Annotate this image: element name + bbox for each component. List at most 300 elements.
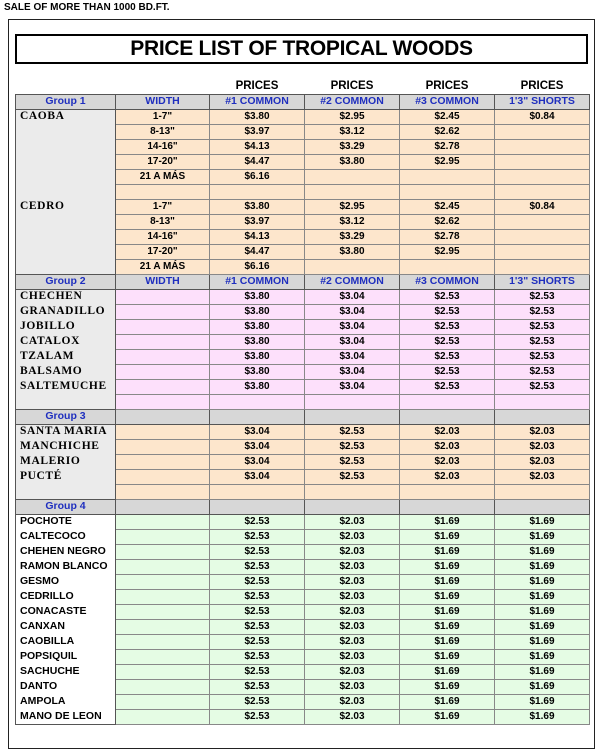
wood-name-cell xyxy=(16,169,116,184)
prices-header-label: PRICES xyxy=(425,80,469,93)
price-cell: $1.69 xyxy=(400,649,495,664)
width-cell xyxy=(116,664,210,679)
price-cell: $3.29 xyxy=(305,139,400,154)
wood-name-cell: TZALAM xyxy=(16,349,116,364)
wood-name-cell xyxy=(16,259,116,274)
table-row xyxy=(16,319,590,334)
price-cell: $3.12 xyxy=(305,124,400,139)
price-cell: $3.04 xyxy=(305,379,400,394)
table-row xyxy=(16,424,590,439)
price-cell: $3.80 xyxy=(305,154,400,169)
price-cell xyxy=(495,259,590,274)
price-cell xyxy=(495,139,590,154)
price-cell: $3.04 xyxy=(305,319,400,334)
price-cell: $4.47 xyxy=(210,154,305,169)
price-cell: $2.53 xyxy=(495,349,590,364)
table-row xyxy=(16,229,590,244)
price-cell: $2.53 xyxy=(210,694,305,709)
wood-name-cell: CANXAN xyxy=(16,619,116,634)
width-cell xyxy=(116,304,210,319)
price-cell: $2.03 xyxy=(305,529,400,544)
width-cell xyxy=(116,529,210,544)
price-cell: $2.03 xyxy=(305,664,400,679)
wood-name-cell: SALTEMUCHE xyxy=(16,379,116,394)
table-row xyxy=(16,244,590,259)
price-cell: $2.53 xyxy=(210,529,305,544)
price-cell: $1.69 xyxy=(400,679,495,694)
width-cell: 1-7" xyxy=(116,109,210,124)
width-cell xyxy=(116,589,210,604)
price-cell: $3.04 xyxy=(305,334,400,349)
wood-name-cell: CEDRO xyxy=(16,199,116,214)
price-cell: $1.69 xyxy=(495,694,590,709)
price-cell: $2.03 xyxy=(400,439,495,454)
column-header: 1'3" SHORTS xyxy=(495,274,590,289)
width-cell xyxy=(116,604,210,619)
price-cell: $2.03 xyxy=(495,439,590,454)
table-row xyxy=(16,469,590,484)
table-row xyxy=(16,709,590,724)
price-cell: $3.80 xyxy=(210,349,305,364)
column-header xyxy=(495,409,590,424)
group-label: Group 2 xyxy=(16,274,116,289)
price-cell: $4.13 xyxy=(210,139,305,154)
price-cell: $2.03 xyxy=(495,469,590,484)
wood-name-cell: POCHOTE xyxy=(16,514,116,529)
price-cell: $2.03 xyxy=(400,424,495,439)
price-cell: $2.53 xyxy=(210,649,305,664)
price-cell: $2.45 xyxy=(400,199,495,214)
wood-name-cell: CATALOX xyxy=(16,334,116,349)
price-cell: $1.69 xyxy=(400,604,495,619)
width-cell xyxy=(116,394,210,409)
price-cell: $3.80 xyxy=(210,334,305,349)
table-row xyxy=(16,364,590,379)
price-cell: $3.04 xyxy=(305,289,400,304)
price-cell xyxy=(305,169,400,184)
price-cell: $2.53 xyxy=(210,514,305,529)
price-cell: $1.69 xyxy=(495,529,590,544)
price-cell: $0.84 xyxy=(495,199,590,214)
price-cell: $2.53 xyxy=(305,424,400,439)
wood-name-cell: CEDRILLO xyxy=(16,589,116,604)
price-cell: $1.69 xyxy=(495,679,590,694)
table-row xyxy=(16,139,590,154)
column-header xyxy=(400,499,495,514)
wood-name-cell xyxy=(16,394,116,409)
wood-name-cell xyxy=(16,244,116,259)
price-cell: $6.16 xyxy=(210,259,305,274)
wood-name-cell: AMPOLA xyxy=(16,694,116,709)
price-cell: $2.53 xyxy=(210,574,305,589)
group-label: Group 1 xyxy=(16,94,116,109)
price-cell: $2.95 xyxy=(400,244,495,259)
price-cell xyxy=(495,484,590,499)
price-cell: $1.69 xyxy=(400,514,495,529)
price-cell: $1.69 xyxy=(400,694,495,709)
width-cell xyxy=(116,289,210,304)
table-row xyxy=(16,589,590,604)
price-cell: $2.53 xyxy=(400,289,495,304)
price-cell: $2.53 xyxy=(400,304,495,319)
price-cell: $2.03 xyxy=(305,604,400,619)
price-cell: $1.69 xyxy=(495,634,590,649)
price-cell: $1.69 xyxy=(495,649,590,664)
table-row xyxy=(16,514,590,529)
price-cell: $3.80 xyxy=(210,199,305,214)
price-cell: $2.03 xyxy=(495,454,590,469)
price-cell: $3.04 xyxy=(210,439,305,454)
table-row xyxy=(16,664,590,679)
wood-name-cell: DANTO xyxy=(16,679,116,694)
table-row xyxy=(16,529,590,544)
wood-name-cell: CAOBILLA xyxy=(16,634,116,649)
table-row xyxy=(16,259,590,274)
price-cell xyxy=(305,184,400,199)
price-cell: $2.53 xyxy=(210,634,305,649)
width-cell: 17-20" xyxy=(116,244,210,259)
group3-header-row xyxy=(16,409,590,424)
price-cell: $2.03 xyxy=(305,544,400,559)
price-cell: $2.53 xyxy=(400,334,495,349)
price-cell xyxy=(210,394,305,409)
wood-name-cell: BALSAMO xyxy=(16,364,116,379)
column-header: #2 COMMON xyxy=(305,94,400,109)
wood-name-cell: CHEHEN NEGRO xyxy=(16,544,116,559)
price-cell xyxy=(495,244,590,259)
price-cell: $1.69 xyxy=(495,574,590,589)
width-cell: 21 A MÁS xyxy=(116,169,210,184)
width-cell xyxy=(116,349,210,364)
price-cell xyxy=(400,484,495,499)
price-cell: $1.69 xyxy=(495,709,590,724)
price-cell: $1.69 xyxy=(400,559,495,574)
width-cell xyxy=(116,649,210,664)
wood-name-cell: GRANADILLO xyxy=(16,304,116,319)
price-cell: $2.03 xyxy=(400,469,495,484)
price-cell: $1.69 xyxy=(400,619,495,634)
price-cell: $1.69 xyxy=(495,664,590,679)
price-cell: $2.53 xyxy=(210,559,305,574)
price-cell: $4.13 xyxy=(210,229,305,244)
width-cell xyxy=(116,379,210,394)
table-row xyxy=(16,184,590,199)
width-cell: 1-7" xyxy=(116,199,210,214)
price-cell: $2.53 xyxy=(210,709,305,724)
wood-name-cell: CONACASTE xyxy=(16,604,116,619)
width-cell xyxy=(116,544,210,559)
bulk-sale-note: SALE OF MORE THAN 1000 BD.FT. xyxy=(4,2,170,13)
group4-header-row xyxy=(16,499,590,514)
width-cell xyxy=(116,454,210,469)
width-cell xyxy=(116,184,210,199)
prices-header-spacer xyxy=(116,80,210,94)
table-row xyxy=(16,544,590,559)
column-header: #3 COMMON xyxy=(400,274,495,289)
price-cell: $3.04 xyxy=(305,364,400,379)
price-cell: $1.69 xyxy=(495,544,590,559)
price-cell xyxy=(495,394,590,409)
price-cell: $2.53 xyxy=(305,469,400,484)
price-cell: $2.03 xyxy=(305,574,400,589)
wood-name-cell xyxy=(16,484,116,499)
price-cell xyxy=(305,259,400,274)
group-label: Group 3 xyxy=(16,409,116,424)
price-cell: $1.69 xyxy=(400,574,495,589)
wood-name-cell xyxy=(16,124,116,139)
price-cell: $1.69 xyxy=(400,529,495,544)
price-cell: $2.03 xyxy=(305,649,400,664)
column-header: WIDTH xyxy=(116,94,210,109)
wood-name-cell: MANCHICHE xyxy=(16,439,116,454)
price-cell: $2.03 xyxy=(305,694,400,709)
wood-name-cell: GESMO xyxy=(16,574,116,589)
price-cell: $3.80 xyxy=(210,319,305,334)
wood-name-cell: CAOBA xyxy=(16,109,116,124)
table-row xyxy=(16,394,590,409)
prices-header-label: PRICES xyxy=(520,80,564,93)
width-cell xyxy=(116,319,210,334)
table-row xyxy=(16,634,590,649)
table-row xyxy=(16,649,590,664)
price-cell: $3.80 xyxy=(210,304,305,319)
price-cell: $2.53 xyxy=(495,334,590,349)
wood-name-cell: MANO DE LEON xyxy=(16,709,116,724)
table-row xyxy=(16,304,590,319)
width-cell: 8-13" xyxy=(116,124,210,139)
wood-name-cell xyxy=(16,184,116,199)
price-table-body xyxy=(16,80,590,724)
column-header xyxy=(210,409,305,424)
price-cell: $2.03 xyxy=(305,589,400,604)
price-cell xyxy=(305,484,400,499)
price-cell xyxy=(495,169,590,184)
prices-header-label: PRICES xyxy=(330,80,374,93)
prices-header-row xyxy=(16,80,590,94)
table-row xyxy=(16,109,590,124)
table-row xyxy=(16,124,590,139)
price-table xyxy=(15,80,590,725)
price-cell: $3.04 xyxy=(210,469,305,484)
price-cell xyxy=(210,184,305,199)
price-cell: $3.04 xyxy=(305,304,400,319)
price-cell: $2.53 xyxy=(210,604,305,619)
price-cell xyxy=(495,184,590,199)
price-cell: $2.53 xyxy=(495,319,590,334)
price-cell: $2.78 xyxy=(400,139,495,154)
wood-name-cell xyxy=(16,229,116,244)
table-row xyxy=(16,439,590,454)
price-cell: $2.03 xyxy=(305,634,400,649)
wood-name-cell: MALERIO xyxy=(16,454,116,469)
price-cell: $2.53 xyxy=(210,619,305,634)
price-cell: $2.53 xyxy=(400,379,495,394)
price-cell: $1.69 xyxy=(495,589,590,604)
price-cell: $3.80 xyxy=(305,244,400,259)
price-cell: $2.95 xyxy=(305,109,400,124)
price-cell: $3.04 xyxy=(305,349,400,364)
width-cell xyxy=(116,439,210,454)
price-cell xyxy=(400,259,495,274)
price-cell xyxy=(495,229,590,244)
price-cell: $1.69 xyxy=(495,559,590,574)
width-cell xyxy=(116,364,210,379)
column-header xyxy=(305,499,400,514)
page-title: PRICE LIST OF TROPICAL WOODS xyxy=(15,34,588,64)
price-cell xyxy=(210,484,305,499)
width-cell: 8-13" xyxy=(116,214,210,229)
wood-name-cell xyxy=(16,139,116,154)
price-cell: $0.84 xyxy=(495,109,590,124)
price-cell: $3.97 xyxy=(210,124,305,139)
price-cell: $2.53 xyxy=(210,589,305,604)
price-cell: $2.62 xyxy=(400,214,495,229)
width-cell: 14-16" xyxy=(116,229,210,244)
prices-header-spacer xyxy=(16,80,116,94)
wood-name-cell: CALTECOCO xyxy=(16,529,116,544)
price-cell xyxy=(495,154,590,169)
column-header: #2 COMMON xyxy=(305,274,400,289)
price-cell: $1.69 xyxy=(495,619,590,634)
price-cell: $1.69 xyxy=(400,664,495,679)
column-header xyxy=(210,499,305,514)
width-cell xyxy=(116,619,210,634)
price-cell: $2.53 xyxy=(210,544,305,559)
column-header: WIDTH xyxy=(116,274,210,289)
width-cell xyxy=(116,694,210,709)
price-cell: $1.69 xyxy=(495,604,590,619)
column-header: #3 COMMON xyxy=(400,94,495,109)
price-cell xyxy=(400,394,495,409)
column-header xyxy=(495,499,590,514)
wood-name-cell: SACHUCHE xyxy=(16,664,116,679)
table-row xyxy=(16,604,590,619)
price-cell: $3.12 xyxy=(305,214,400,229)
wood-name-cell: CHECHEN xyxy=(16,289,116,304)
price-cell xyxy=(305,394,400,409)
table-row xyxy=(16,379,590,394)
price-cell: $1.69 xyxy=(400,544,495,559)
width-cell xyxy=(116,424,210,439)
width-cell xyxy=(116,634,210,649)
column-header: #1 COMMON xyxy=(210,274,305,289)
price-cell: $2.53 xyxy=(210,679,305,694)
price-cell xyxy=(400,169,495,184)
width-cell: 17-20" xyxy=(116,154,210,169)
price-cell: $3.97 xyxy=(210,214,305,229)
table-row xyxy=(16,169,590,184)
table-row xyxy=(16,619,590,634)
price-cell: $2.53 xyxy=(495,364,590,379)
price-cell: $2.53 xyxy=(400,364,495,379)
price-cell: $3.80 xyxy=(210,109,305,124)
price-cell: $4.47 xyxy=(210,244,305,259)
column-header xyxy=(400,409,495,424)
wood-name-cell: POPSIQUIL xyxy=(16,649,116,664)
price-cell: $2.03 xyxy=(305,514,400,529)
width-cell: 14-16" xyxy=(116,139,210,154)
wood-name-cell: JOBILLO xyxy=(16,319,116,334)
width-cell xyxy=(116,574,210,589)
price-cell: $2.03 xyxy=(305,559,400,574)
price-cell: $2.03 xyxy=(305,679,400,694)
prices-header-label: PRICES xyxy=(235,80,279,93)
table-row xyxy=(16,679,590,694)
group1-header-row xyxy=(16,94,590,109)
width-cell xyxy=(116,469,210,484)
price-cell: $6.16 xyxy=(210,169,305,184)
column-header: 1'3" SHORTS xyxy=(495,94,590,109)
price-cell: $3.80 xyxy=(210,364,305,379)
price-cell: $1.69 xyxy=(495,514,590,529)
table-row xyxy=(16,694,590,709)
table-row xyxy=(16,454,590,469)
price-cell: $3.80 xyxy=(210,379,305,394)
wood-name-cell: RAMON BLANCO xyxy=(16,559,116,574)
table-row xyxy=(16,154,590,169)
price-cell: $2.03 xyxy=(495,424,590,439)
table-row xyxy=(16,574,590,589)
price-cell: $2.95 xyxy=(305,199,400,214)
wood-name-cell xyxy=(16,154,116,169)
price-cell: $2.03 xyxy=(400,454,495,469)
table-row xyxy=(16,334,590,349)
table-row xyxy=(16,199,590,214)
table-row xyxy=(16,349,590,364)
column-header xyxy=(116,409,210,424)
price-cell: $1.69 xyxy=(400,709,495,724)
price-cell: $2.53 xyxy=(495,304,590,319)
width-cell xyxy=(116,709,210,724)
price-cell: $2.62 xyxy=(400,124,495,139)
table-row xyxy=(16,214,590,229)
price-cell: $2.53 xyxy=(305,454,400,469)
width-cell xyxy=(116,334,210,349)
group2-header-row xyxy=(16,274,590,289)
width-cell: 21 A MÁS xyxy=(116,259,210,274)
group-label: Group 4 xyxy=(16,499,116,514)
price-cell: $2.03 xyxy=(305,709,400,724)
price-cell: $2.95 xyxy=(400,154,495,169)
price-cell: $1.69 xyxy=(400,634,495,649)
price-cell: $2.53 xyxy=(210,664,305,679)
width-cell xyxy=(116,484,210,499)
price-cell: $3.80 xyxy=(210,289,305,304)
column-header xyxy=(116,499,210,514)
width-cell xyxy=(116,679,210,694)
width-cell xyxy=(116,559,210,574)
price-cell xyxy=(495,214,590,229)
table-row xyxy=(16,484,590,499)
price-cell: $2.53 xyxy=(400,319,495,334)
price-cell: $3.29 xyxy=(305,229,400,244)
price-cell: $2.53 xyxy=(400,349,495,364)
price-cell: $2.53 xyxy=(305,439,400,454)
wood-name-cell xyxy=(16,214,116,229)
price-cell: $2.53 xyxy=(495,289,590,304)
width-cell xyxy=(116,514,210,529)
wood-name-cell: PUCTÉ xyxy=(16,469,116,484)
column-header: #1 COMMON xyxy=(210,94,305,109)
column-header xyxy=(305,409,400,424)
table-row xyxy=(16,289,590,304)
price-cell: $2.78 xyxy=(400,229,495,244)
price-cell: $2.53 xyxy=(495,379,590,394)
price-cell xyxy=(400,184,495,199)
price-cell: $3.04 xyxy=(210,454,305,469)
price-cell: $1.69 xyxy=(400,589,495,604)
price-cell: $3.04 xyxy=(210,424,305,439)
